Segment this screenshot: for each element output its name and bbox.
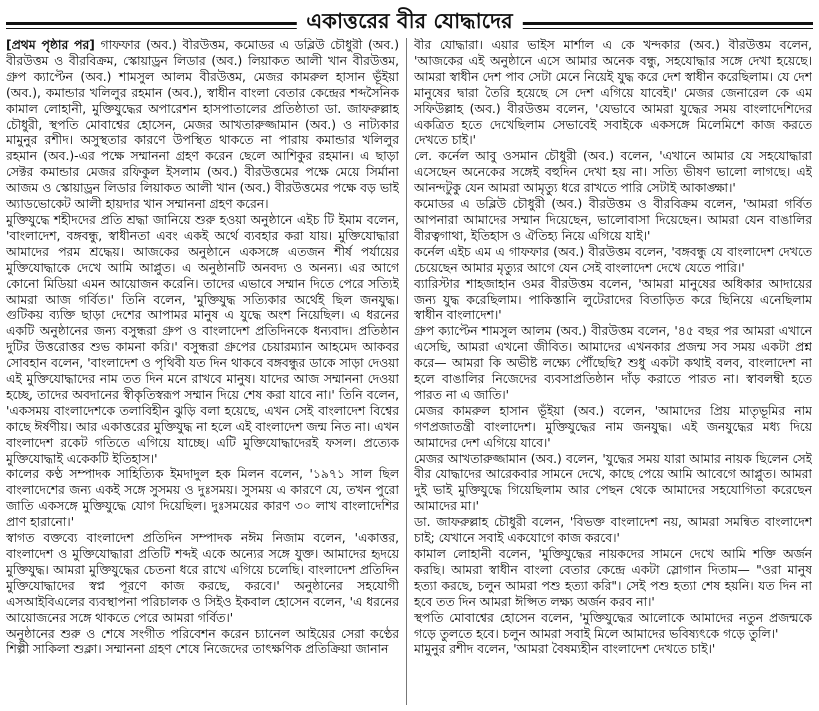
right-paragraph-6: গ্রুপ ক্যাপ্টেন শামসুল আলম (অব.) বীরউত্তম বলেন, '৪৫ বছর পর আমরা এখানে এসেছি, আমরা এখনো জীবিত। আমাদের এখনকার প্রজন্ম সব সময় একটা প্রশ্ন করে— আমরা কি অভীষ্ট লক্ষ্যে পৌঁছেছি? শুধু একটা কথাই বলব, বাংলাদেশ না হলে বাঙালির নিজেদের ব্যবসাপ্রতিষ্ঠান দাঁড় করাতে পারত না। স্বাবলম্বী হতে পারত না এ জাতি।' bbox=[414, 324, 812, 402]
right-paragraph-3: কমোডর এ ডব্লিউ চৌধুরী (অব.) বীরউত্তম ও বীরবিক্রম বলেন, 'আমরা গর্বিত আপনারা আমাদের সম্মান দিয়েছেন, ভালোবাসা দিয়েছেন। আমরা যেন বাঙালির বীরত্বগাথা, ইতিহাস ও ঐতিহ্য নিয়ে এগিয়ে যাই।' bbox=[414, 197, 812, 243]
column-divider bbox=[406, 38, 407, 705]
left-paragraph-5: অনুষ্ঠানের শুরু ও শেষে সংগীত পরিবেশন করেন চ্যানেল আইয়ের সেরা কণ্ঠের শিল্পী সাকিলা শুক্লা। সম্মাননা গ্রহণ শেষে নিজেদের তাৎক্ষণিক প্রতিক্রিয়া জানান bbox=[6, 626, 399, 657]
left-paragraph-4: স্বাগত বক্তব্যে বাংলাদেশ প্রতিদিন সম্পাদক নঈম নিজাম বলেন, 'একাত্তর, বাংলাদেশ ও মুক্তিযোদ্ধারা প্রতিটি শব্দই একে অন্যের সঙ্গে যুক্ত। আমাদের হৃদয়ে মুক্তিযুদ্ধ। আমরা মুক্তিযুদ্ধের চেতনা ধরে রাখে এগিয়ে চলেছি। বাংলাদেশ প্রতিদিন মুক্তিযোদ্ধাদের স্বপ্ন পূরণে কাজ করছে, করবে।' অনুষ্ঠানের সহযোগী এসআইবিএলের ব্যবস্থাপনা পরিচালক ও সিইও ইকবাল হোসেন বলেন, 'এ ধরনের আয়োজনের সঙ্গে থাকতে পেরে আমরা গর্বিত।' bbox=[6, 531, 399, 625]
right-paragraph-12: মামুনুর রশীদ বলেন, 'আমরা বৈষম্যহীন বাংলাদেশ দেখতে চাই।' bbox=[414, 642, 716, 657]
left-paragraph-1 bbox=[6, 38, 399, 213]
right-paragraph-4: কর্নেল এইচ এম এ গাফফার (অব.) বীরউত্তম বলেন, 'বঙ্গবন্ধু যে বাংলাদেশ দেখতে চেয়েছেন আমার মৃত্যুর আগে যেন সেই বাংলাদেশ দেখে যেতে পারি।' bbox=[414, 244, 812, 275]
right-paragraph-9: ডা. জাফরুল্লাহ চৌধুরী বলেন, 'বিভক্ত বাংলাদেশ নয়, আমরা সমন্বিত বাংলাদেশ চাই; যেখানে সবাই একযোগে কাজ করবে।' bbox=[414, 515, 812, 546]
left-paragraph-3: কালের কণ্ঠ সম্পাদক সাহিত্যিক ইমদাদুল হক মিলন বলেন, '১৯৭১ সাল ছিল বাংলাদেশের জন্য একই সঙ্গে সুসময় ও দুঃসময়। সুসময় এ কারণে যে, তখন পুরো জাতি একসঙ্গে মুক্তিযুদ্ধে যোগ দিয়েছিল। দুঃসময়ের কারণ ৩০ লাখ বাংলাদেশির প্রাণ হারানো।' bbox=[6, 467, 399, 530]
continuation-marker: [প্রথম পৃষ্ঠার পর] bbox=[6, 38, 95, 52]
left-column bbox=[6, 38, 399, 707]
left-paragraph-1-text: গাফফার (অব.) বীরউত্তম, কমোডর এ ডব্লিউ চৌধুরী (অব.) বীরউত্তম ও বীরবিক্রম, স্কোয়াড্রন লিডার (অব.) লিয়াকত আলী খান বীরউত্তম, গ্রুপ ক্যাপ্টেন (অব.) শামসুল আলম বীরউত্তম, মেজর কামরুল হাসান ভূঁইয়া (অব.), কমান্ডার খলিলুর রহমান (অব.), স্বাধীন বাংলা বেতার কেন্দ্রের শব্দসৈনিক কামাল লোহানী, মুক্তিযুদ্ধের অপারেশন হাসপাতালের প্রতিষ্ঠাতা ডা. জাফরুল্লাহ চৌধুরী, স্থপতি মোবাশ্বের হোসেন, মেজর আখতারুজ্জামান (অব.) ও নাট্যকার মামুনুর রশীদ। অসুস্থতার কারণে উপস্থিত থাকতে না পারায় কমান্ডার খলিলুর রহমান (অব.)-এর পক্ষে সম্মাননা গ্রহণ করেন ছেলে আশিকুর রহমান। এ ছাড়া সেক্টর কমান্ডার মেজর রফিকুল ইসলাম (অব.) বীরউত্তমের পক্ষে মেয়ে সির্মানা আজম ও স্কোয়াড্রন লিডার লিয়াকত আলী খান (অব.) বীরউত্তমের পক্ষে বড় ভাই অ্যাডভোকেট আলী হায়দার খান সম্মাননা গ্রহণ করেন। bbox=[6, 38, 399, 212]
right-paragraph-10: কামাল লোহানী বলেন, 'মুক্তিযুদ্ধের নায়কদের সামনে দেখে আমি শক্তি অর্জন করছি। আমরা স্বাধীন বাংলা বেতার কেন্দ্রে একটা স্লোগান দিতাম— "ওরা মানুষ হত্যা করছে, চলুন আমরা পশু হত্যা করি"। সেই পশু হত্যা শেষ হয়নি। যত দিন না হবে তত দিন আমরা ঈপ্সিত লক্ষ্য অর্জন করব না।' bbox=[414, 547, 812, 609]
right-paragraph-11: স্থপতি মোবাশ্বের হোসেন বলেন, 'মুক্তিযুদ্ধের আলোকে আমাদের নতুন প্রজন্মকে গড়ে তুলতে হবে। চলুন আমরা সবাই মিলে আমাদের ভবিষ্যৎকে গড়ে তুলি।' bbox=[414, 610, 812, 641]
right-paragraph-7: মেজর কামরুল হাসান ভূঁইয়া (অব.) বলেন, 'আমাদের প্রিয় মাতৃভূমির নাম গণপ্রজাতন্ত্রী বাংলাদেশ। মুক্তিযুদ্ধের নাম জনযুদ্ধ। এই জনযুদ্ধের মধ্য দিয়ে আমাদের দেশ এগিয়ে যাবে।' bbox=[414, 403, 812, 450]
left-paragraph-2: মুক্তিযুদ্ধে শহীদদের প্রতি শ্রদ্ধা জানিয়ে শুরু হওয়া অনুষ্ঠানে এইচ টি ইমাম বলেন, 'বাংলাদেশ, বঙ্গবন্ধু, স্বাধীনতা এবং একই অর্থে ব্যবহার করা যায়। মুক্তিযোদ্ধারা আমাদের পরম শ্রদ্ধেয়। আজকের অনুষ্ঠানে একসঙ্গে এতজন শীর্ষ পর্যায়ের মুক্তিযোদ্ধাকে দেখে আমি আপ্লুত। এ অনুষ্ঠানটি অনবদ্য ও অনন্য। এর আগে কোনো মিডিয়া এমন আয়োজন করেনি। তাদের এভাবে সম্মান দিতে পেরে সত্যিই আমরা আজ গর্বিত।' তিনি বলেন, 'মুক্তিযুদ্ধ সত্যিকার অর্থেই ছিল জনযুদ্ধ। গুটিকয় ব্যক্তি ছাড়া দেশের আপামর মানুষ এ যুদ্ধে অংশ নিয়েছিল। এ ধরনের একটি অনুষ্ঠানের জন্য বসুন্ধরা গ্রুপ ও বাংলাদেশ প্রতিদিনকে ধন্যবাদ। প্রতিষ্ঠান দুটির উত্তরোত্তর শুভ কামনা করি।' বসুন্ধরা গ্রুপের চেয়ারম্যান আহমেদ আকবর সোবহান বলেন, 'বাংলাদেশ ও পৃথিবী যত দিন থাকবে বঙ্গবন্ধুর ডাকে সাড়া দেওয়া এই মুক্তিযোদ্ধাদের নাম তত দিন মনে রাখবে মানুষ। যাদের আজ সম্মাননা দেওয়া হচ্ছে, তাদের অবদানের স্বীকৃতিস্বরূপ সম্মান দিয়ে শেষ করা যাবে না।' তিনি বলেন, 'একসময় বাংলাদেশকে তলাবিহীন ঝুড়ি বলা হয়েছে, এখন সেই বাংলাদেশ বিশ্বের কাছে ঈর্ষণীয়। আর একাত্তরের মুক্তিযুদ্ধ না হলে এই বাংলাদেশ জন্ম নিত না। এখন বাংলাদেশ রকেট গতিতে এগিয়ে যাচ্ছে। এটি মুক্তিযোদ্ধাদেরই ফসল। প্রত্যেক মুক্তিযোদ্ধাই একেকটি ইতিহাস।' bbox=[6, 212, 399, 466]
right-paragraph-1: বীর যোদ্ধারা। এয়ার ভাইস মার্শাল এ কে খন্দকার (অব.) বীরউত্তম বলেন, 'আজকের এই অনুষ্ঠানে এসে আমার অনেক বন্ধু, সহযোদ্ধার সঙ্গে দেখা হয়েছে। আমরা স্বাধীন দেশ পাব সেটা মেনে নিয়েই যুদ্ধ করে দেশ স্বাধীন করেছিলাম। যে দেশ মানুষের দ্বারা তৈরি হয়েছে সে দেশ এগিয়ে যাবেই।' মেজর জেনারেল কে এম সফিউল্লাহ (অব.) বীরউত্তম বলেন, 'যেভাবে আমরা যুদ্ধের সময় বাংলাদেশিদের একত্রিত হতে দেখেছিলাম সেভাবেই সবাইকে একসঙ্গে মিলেমিশে কাজ করতে দেখতে চাই।' bbox=[414, 38, 812, 148]
right-paragraph-5: ব্যারিস্টার শাহজাহান ওমর বীরউত্তম বলেন, 'আমরা মানুষের অধিকার আদায়ের জন্য যুদ্ধ করেছিলাম। পাকিস্তানি লুটেরাদের বিতাড়িত করে ছিনিয়ে এনেছিলাম স্বাধীন বাংলাদেশ।' bbox=[414, 276, 812, 323]
headline: একাত্তরের বীর যোদ্ধাদের bbox=[296, 6, 522, 36]
right-paragraph-8: মেজর আখতারুজ্জামান (অব.) বলেন, 'যুদ্ধের সময় যারা আমার নায়ক ছিলেন সেই বীর যোদ্ধাদের আরেকবার সামনে দেখে, কাছে পেয়ে আমি আবেগে আপ্লুত। আমরা দুই ভাই মুক্তিযুদ্ধে গিয়েছিলাম আর পেছন থেকে আমাদের সহযোগিতা করেছেন আমাদের মা।' bbox=[414, 451, 812, 514]
right-column bbox=[414, 38, 812, 707]
right-paragraph-2: লে. কর্নেল আবু ওসমান চৌধুরী (অব.) বলেন, 'এখানে আমার যে সহযোদ্ধারা এসেছেন অনেকের সঙ্গেই বহুদিন দেখা হয় না। সত্যি ভীষণ ভালো লাগছে। এই আনন্দটুকু যেন আমরা আমৃত্যু ধরে রাখতে পারি সেটাই আকাঙ্ক্ষা।' bbox=[414, 149, 812, 196]
